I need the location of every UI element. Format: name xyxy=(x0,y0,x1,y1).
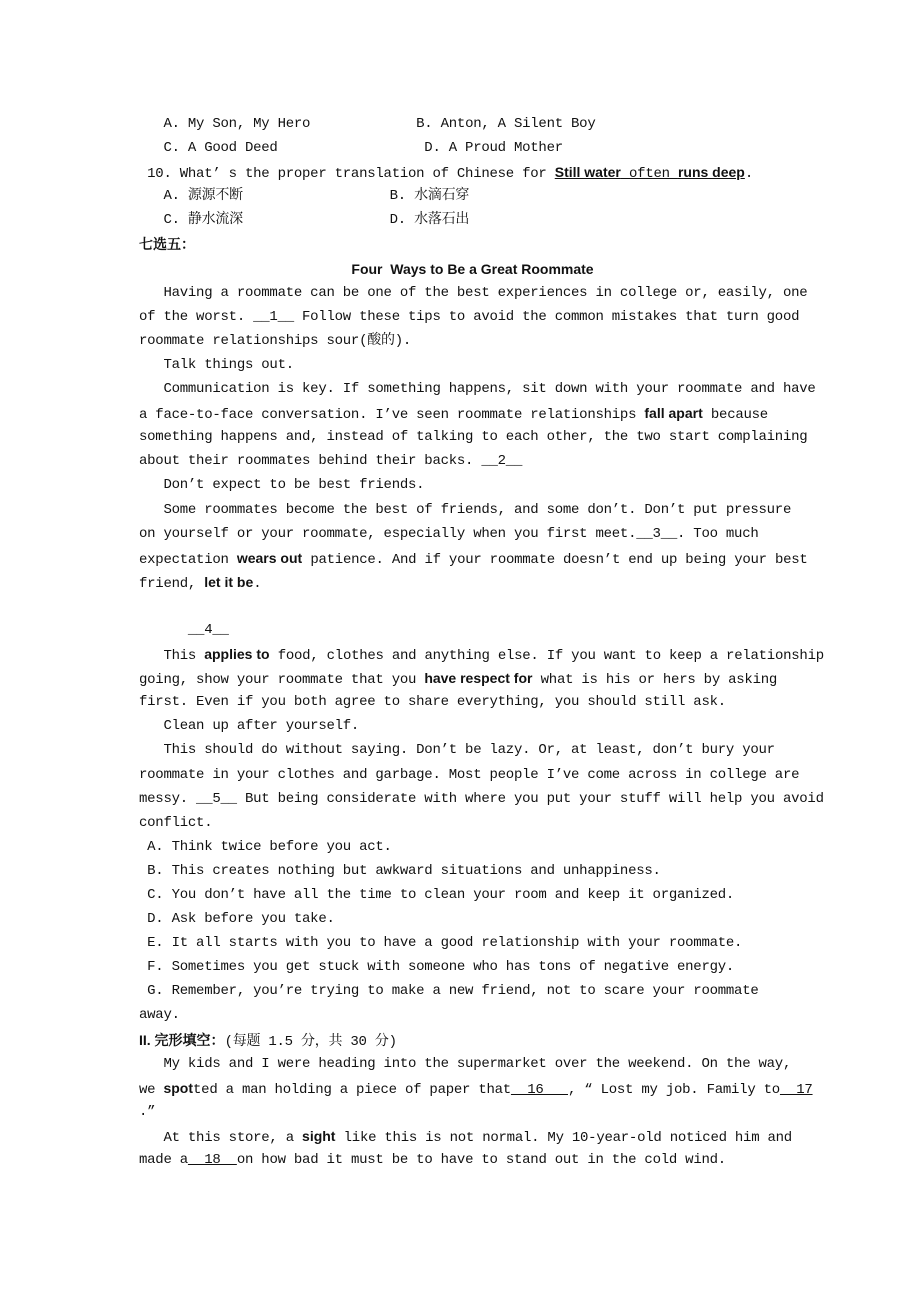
text-line xyxy=(139,449,839,473)
text-segment: This should do without saying. Don’t be lazy. Or, at least, don’t bury your xyxy=(139,742,775,759)
text-segment: Communication is key. If something happens, sit down with your roommate and have xyxy=(139,381,816,398)
text-segment: C. You don’t have all the time to clean your room and keep it organized. xyxy=(139,887,735,903)
bold-text: have respect for xyxy=(424,670,533,687)
text-segment: Don’t expect to be best friends. xyxy=(139,477,425,494)
text-segment: about their roommates behind their backs. __2__ xyxy=(139,453,523,470)
bold-text: runs deep xyxy=(677,164,745,181)
text-segment: food, clothes and anything else. If you want to keep a relationship xyxy=(269,648,824,665)
text-segment: A. My Son, My Hero xyxy=(139,116,311,132)
text-segment: 17 xyxy=(779,1081,813,1098)
text-segment: like this is not normal. My 10-year-old noticed him and xyxy=(335,1129,792,1146)
text-line xyxy=(139,1052,839,1076)
text-segment: ted a man holding a piece of paper that xyxy=(193,1081,511,1098)
text-segment: A. Think twice before you act. xyxy=(139,838,392,855)
text-line xyxy=(139,835,839,859)
text-line xyxy=(139,377,839,401)
bold-text: sight xyxy=(302,1127,336,1144)
text-segment: C. 静水流深 xyxy=(139,212,243,229)
text-segment: F. Sometimes you get stuck with someone who has tons of negative energy. xyxy=(139,959,735,976)
text-line xyxy=(139,160,839,184)
text-segment: roommate relationships sour(酸的). xyxy=(139,332,412,349)
text-line xyxy=(139,353,839,377)
text-segment: first. Even if you both agree to share everything, you should still ask. xyxy=(139,694,726,711)
text-line xyxy=(139,666,839,690)
text-line xyxy=(139,714,839,738)
text-line xyxy=(139,184,839,208)
text-line xyxy=(139,1100,839,1124)
text-line xyxy=(139,522,839,546)
text-line xyxy=(139,305,839,329)
text-segment: away. xyxy=(139,1007,180,1024)
bold-text: II. 完形填空： xyxy=(139,1031,225,1048)
text-line xyxy=(139,618,839,642)
text-segment: often xyxy=(620,166,678,183)
document-page xyxy=(139,112,839,1172)
text-segment: D. A Proud Mother xyxy=(277,140,563,157)
text-line xyxy=(139,1124,839,1148)
text-segment: E. It all starts with you to have a good relationship with your roommate. xyxy=(139,935,743,952)
text-line xyxy=(139,1003,839,1027)
bold-text: fall apart xyxy=(644,405,703,422)
text-line xyxy=(139,811,839,835)
bold-text: Four Ways to Be a Great Roommate xyxy=(351,260,594,277)
text-segment: B. Anton, A Silent Boy xyxy=(310,116,596,132)
text-segment: made a xyxy=(139,1152,188,1169)
text-segment: on yourself or your roommate, especially when you first meet.__3__. Too much xyxy=(139,525,759,542)
text-segment: 10. What’ s the proper translation of Chinese for xyxy=(139,166,555,183)
text-line xyxy=(139,955,839,979)
text-line xyxy=(139,931,839,955)
text-segment: of the worst. __1__ Follow these tips to avoid the common mistakes that turn good xyxy=(139,308,800,325)
text-line xyxy=(139,738,839,762)
text-segment: 16 xyxy=(510,1081,568,1098)
text-line xyxy=(139,594,839,618)
text-segment: D. 水落石出 xyxy=(242,212,470,229)
text-segment: going, show your roommate that you xyxy=(139,672,425,689)
text-segment: something happens and, instead of talking to each other, the two start complaining xyxy=(139,429,808,446)
text-line xyxy=(139,642,839,666)
text-segment: (每题 1.5 分，共 30 分) xyxy=(224,1033,397,1050)
text-segment: messy. __5__ But being considerate with where you put your stuff will help you avoid xyxy=(139,790,824,807)
text-segment: At this store, a xyxy=(139,1129,303,1146)
text-line xyxy=(139,907,839,931)
text-segment: B. This creates nothing but awkward situations and unhappiness. xyxy=(139,862,661,879)
text-line xyxy=(139,1028,839,1052)
bold-text: Still water xyxy=(554,164,621,181)
text-segment: roommate in your clothes and garbage. Most people I’ve come across in college are xyxy=(139,766,800,783)
bold-text: applies to xyxy=(204,646,270,663)
text-line xyxy=(139,883,839,907)
text-segment: A. 源源不断 xyxy=(139,188,243,205)
text-segment: friend, xyxy=(139,575,205,592)
text-segment: .” xyxy=(139,1103,156,1120)
text-line xyxy=(139,281,839,305)
text-line xyxy=(139,570,839,594)
text-segment: G. Remember, you’re trying to make a new friend, not to scare your roommate xyxy=(139,983,759,1000)
text-segment: a face-to-face conversation. I’ve seen roommate relationships xyxy=(139,407,645,424)
text-segment: we xyxy=(139,1081,164,1098)
text-segment: , “ Lost my job. Family to xyxy=(568,1081,780,1098)
text-line xyxy=(139,1076,839,1100)
bold-text: 七选五： xyxy=(139,236,195,253)
text-segment: what is his or hers by asking xyxy=(532,672,778,689)
text-segment: expectation xyxy=(139,551,237,568)
text-segment: . xyxy=(253,575,262,592)
text-line xyxy=(139,329,839,353)
bold-text: let it be xyxy=(204,573,254,590)
text-line xyxy=(139,859,839,883)
text-line xyxy=(139,401,839,425)
text-line xyxy=(139,112,839,136)
text-line xyxy=(139,232,839,256)
text-segment: D. Ask before you take. xyxy=(139,911,335,928)
text-line xyxy=(139,257,806,281)
text-segment: This xyxy=(139,648,205,665)
text-line xyxy=(139,473,839,497)
text-segment: . xyxy=(744,166,753,183)
text-segment: B. 水滴石穿 xyxy=(242,188,470,205)
text-segment: Talk things out. xyxy=(139,356,294,373)
bold-text: wears out xyxy=(236,549,303,566)
text-line xyxy=(139,136,839,160)
text-segment: on how bad it must be to have to stand out in the cold wind. xyxy=(236,1152,726,1169)
text-segment: 18 xyxy=(187,1152,237,1169)
text-line xyxy=(139,208,839,232)
text-line xyxy=(139,763,839,787)
text-line xyxy=(139,690,839,714)
text-line xyxy=(139,1148,839,1172)
text-segment: patience. And if your roommate doesn’t end up being your best xyxy=(302,551,808,568)
text-segment: because xyxy=(702,407,768,424)
bold-text: spot xyxy=(163,1079,194,1096)
text-line xyxy=(139,979,839,1003)
text-segment: Having a roommate can be one of the best experiences in college or, easily, one xyxy=(139,284,808,301)
text-segment: My kids and I were heading into the supermarket over the weekend. On the way, xyxy=(139,1055,792,1072)
text-segment: Clean up after yourself. xyxy=(139,718,360,735)
text-line xyxy=(139,546,839,570)
text-segment: C. A Good Deed xyxy=(139,140,278,157)
text-segment: conflict. xyxy=(139,814,213,831)
text-segment: Some roommates become the best of friends, and some don’t. Don’t put pressure xyxy=(139,501,792,518)
text-line xyxy=(139,425,839,449)
text-line xyxy=(139,498,839,522)
text-segment: __4__ xyxy=(139,621,229,638)
text-line xyxy=(139,787,839,811)
